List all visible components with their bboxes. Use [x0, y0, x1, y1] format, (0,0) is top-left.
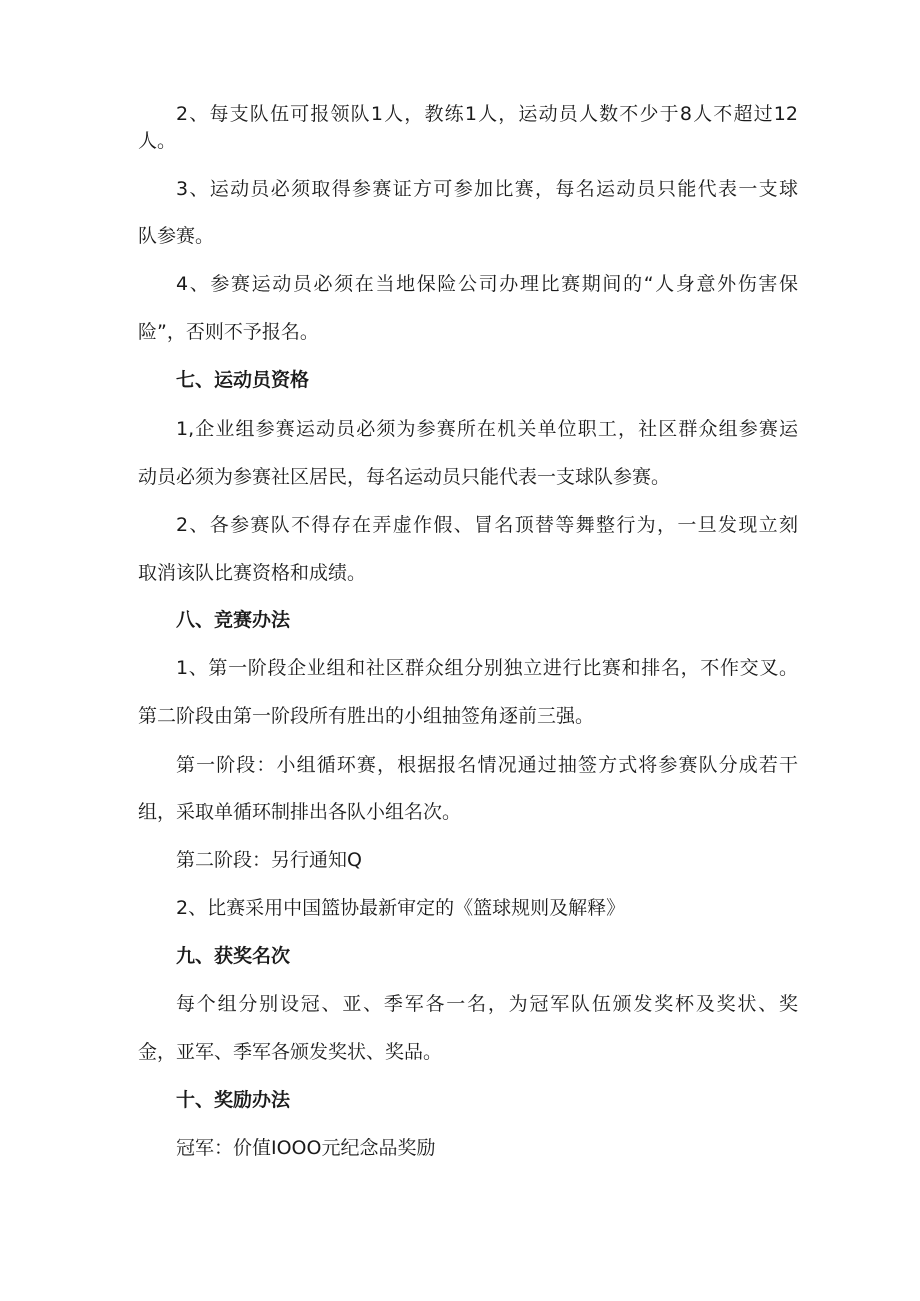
- paragraph-line: 队参赛。: [138, 225, 215, 247]
- paragraph-line: 2、比赛采用中国篮协最新审定的《篮球规则及解释》: [176, 897, 626, 919]
- section-heading: 九、获奖名次: [176, 945, 291, 967]
- paragraph-line: 4、参赛运动员必须在当地保险公司办理比赛期间的“人身意外伤害保: [176, 273, 798, 295]
- paragraph-line: 冠军：价值IOOO元纪念品奖励: [176, 1137, 436, 1159]
- paragraph-line: 2、各参赛队不得存在弄虚作假、冒名顶替等舞整行为，一旦发现立刻: [176, 514, 798, 536]
- section-heading: 七、运动员资格: [176, 369, 310, 391]
- paragraph-line: 每个组分别设冠、亚、季军各一名，为冠军队伍颁发奖杯及奖状、奖: [176, 993, 798, 1015]
- paragraph-line: 2、每支队伍可报领队1人，教练1人，运动员人数不少于8人不超过12: [176, 103, 798, 125]
- paragraph-line: 3、运动员必须取得参赛证方可参加比赛，每名运动员只能代表一支球: [176, 178, 798, 200]
- paragraph-line: 1、第一阶段企业组和社区群众组分别独立进行比赛和排名，不作交叉。: [176, 657, 798, 679]
- paragraph-line: 第一阶段：小组循环赛，根据报名情况通过抽签方式将参赛队分成若干: [176, 754, 798, 776]
- paragraph-line: 人。: [138, 130, 177, 152]
- paragraph-line: 金，亚军、季军各颁发奖状、奖品。: [138, 1041, 443, 1063]
- section-heading: 八、竞赛办法: [176, 609, 291, 631]
- paragraph-line: 1,企业组参赛运动员必须为参赛所在机关单位职工，社区群众组参赛运: [176, 418, 798, 440]
- paragraph-line: 组，采取单循环制排出各队小组名次。: [138, 801, 462, 823]
- paragraph-line: 动员必须为参赛社区居民，每名运动员只能代表一支球队参赛。: [138, 466, 671, 488]
- paragraph-line: 取消该队比赛资格和成绩。: [138, 562, 367, 584]
- paragraph-line: 险”，否则不予报名。: [138, 321, 319, 343]
- section-heading: 十、奖励办法: [176, 1089, 291, 1111]
- paragraph-line: 第二阶段由第一阶段所有胜出的小组抽签角逐前三强。: [138, 705, 595, 727]
- paragraph-line: 第二阶段：另行通知Q: [176, 849, 362, 871]
